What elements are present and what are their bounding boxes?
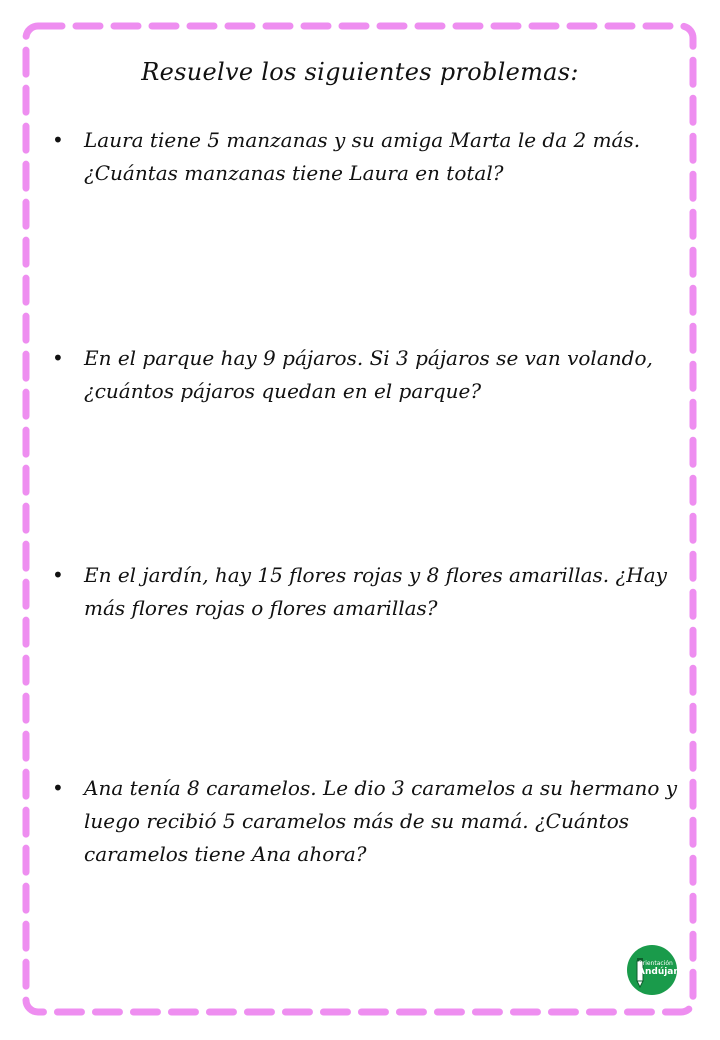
- problem-item: [52, 342, 682, 408]
- logo-name: Andújar: [638, 967, 678, 977]
- bullet: •: [52, 563, 64, 587]
- bullet: •: [52, 346, 64, 370]
- problem-text: Ana tenía 8 caramelos. Le dio 3 caramelos a su hermano y luego recibió 5 caramelos más de su mamá. ¿Cuántos caramelos tiene Ana ahora?: [84, 776, 678, 866]
- problem-text: Laura tiene 5 manzanas y su amiga Marta le da 2 más. ¿Cuántas manzanas tiene Laura en total?: [84, 128, 641, 185]
- logo-caption: [638, 960, 678, 977]
- bullet: •: [52, 128, 64, 152]
- worksheet-title: Resuelve los siguientes problemas:: [141, 58, 579, 86]
- logo-small-text: Orientación: [638, 960, 673, 967]
- problem-text: En el parque hay 9 pájaros. Si 3 pájaros se van volando, ¿cuántos pájaros quedan en el parque?: [84, 346, 653, 403]
- problem-item: [52, 772, 682, 871]
- problem-text: En el jardín, hay 15 flores rojas y 8 flores amarillas. ¿Hay más flores rojas o flores amarillas?: [84, 563, 667, 620]
- problem-item: [52, 124, 682, 190]
- problem-item: [52, 559, 682, 625]
- bullet: •: [52, 776, 64, 800]
